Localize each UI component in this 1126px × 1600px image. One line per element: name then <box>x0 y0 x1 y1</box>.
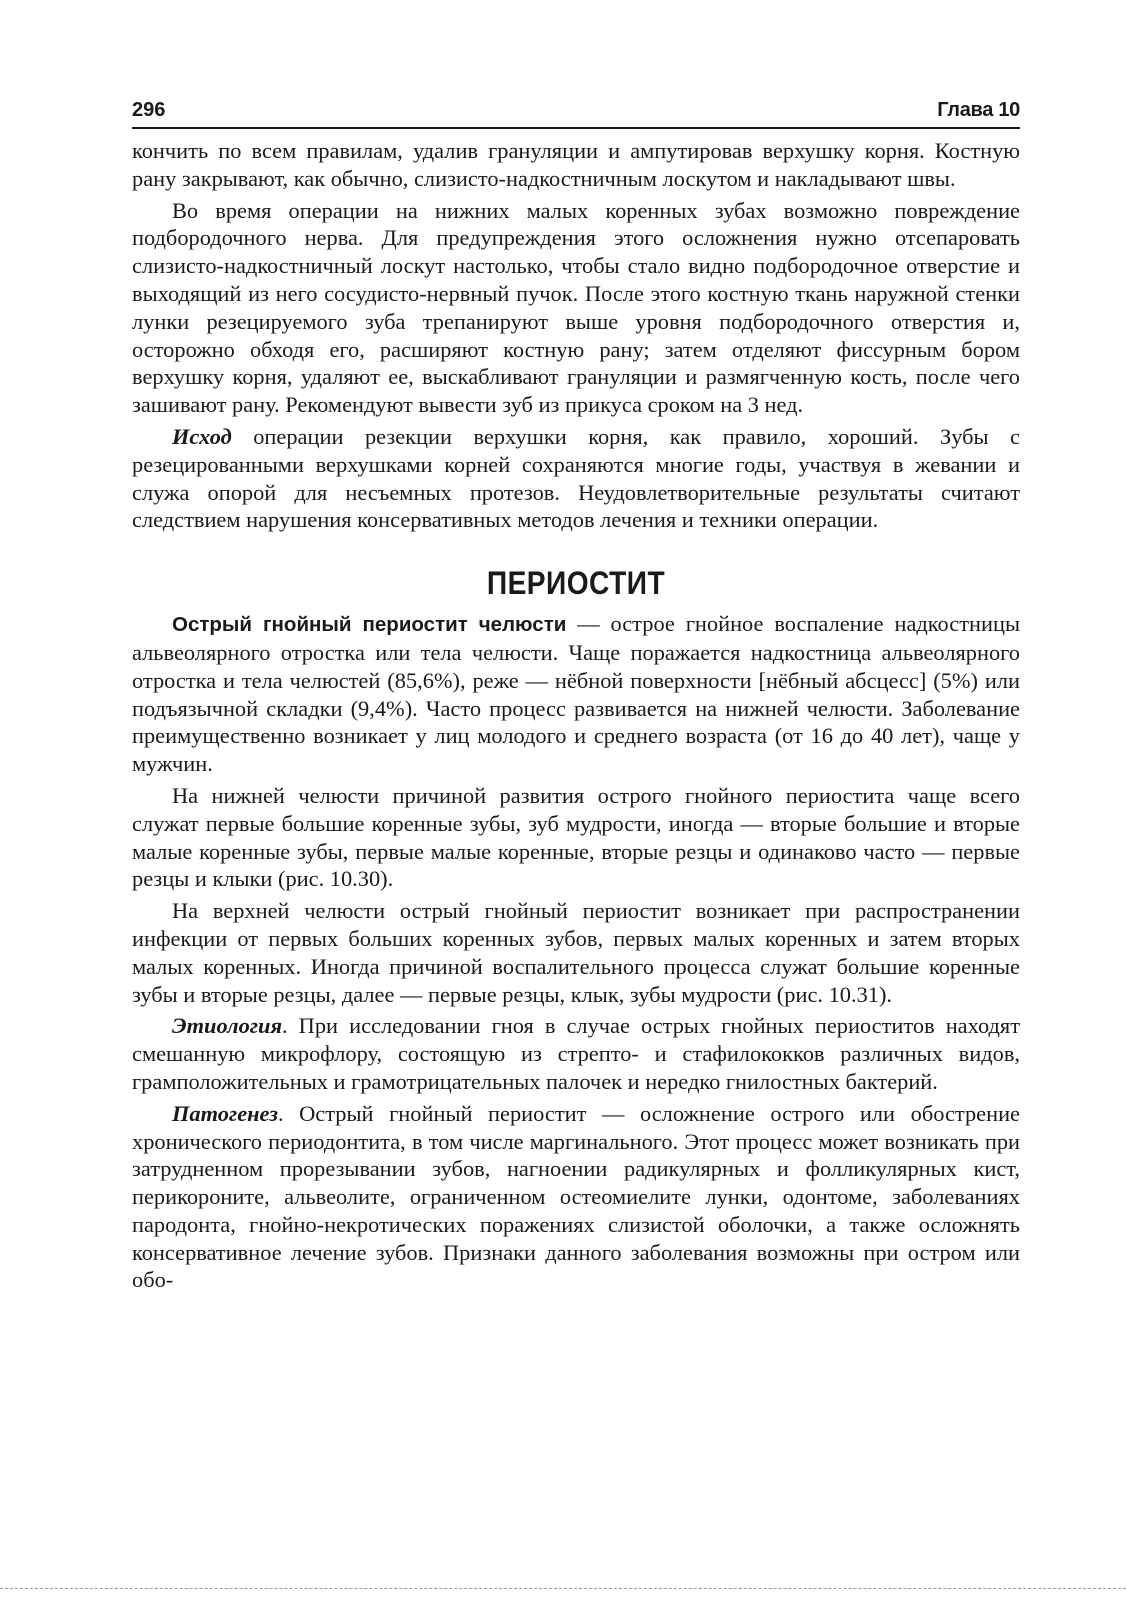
paragraph-pathogenesis <box>132 1100 1020 1295</box>
scan-edge-artifact <box>0 1588 1126 1593</box>
paragraph-continuation: кончить по всем правилам, удалив грануляции и ампутировав верхушку корня. Костную рану закрывают, как обычно, слизисто-надкостничным лоскутом и накладывают швы. <box>132 138 1020 191</box>
paragraph-etiology-text: . При исследовании гноя в случае острых гнойных периоститов находят смешанную микрофлору, состоящую из стрепто- и стафилококков различных видов, грамположительных и грамотрицательных палочек и нередко гнилостных бактерий. <box>132 1013 1020 1094</box>
paragraph-outcome <box>132 423 1020 534</box>
paragraph-pathogenesis-text: . Острый гнойный периостит — осложнение острого или обострение хронического периодонтита, в том числе маргинального. Этот процесс может возникать при затрудненном прорезывании зубов, нагноении радикулярных и фолликулярных кист, перикороните, альвеолите, ограниченном остеомиелите лунки, одонтоме, заболеваниях пародонта, гнойно-некротических поражениях слизистой оболочки, а также осложнять консервативное лечение зубов. Признаки данного заболевания возможны при остром или обо- <box>132 1100 1020 1293</box>
body-text <box>132 137 1020 1294</box>
chapter-label: Глава 10 <box>937 99 1020 121</box>
page-number: 296 <box>132 99 166 121</box>
paragraph-nerve-damage: Во время операции на нижних малых коренных зубах возможно повреждение подбородочного нерва. Для предупреждения этого осложнения нужно отсепаровать слизисто-надкостничный лоскут настолько, чтобы стало видно подбородочное отверстие и выходящий из него сосудисто-нервный пучок. После этого костную ткань наружной стенки лунки резецируемого зуба трепанируют выше уровня подбородочного отверстия и, осторожно обходя его, расширяют костную рану; затем отделяют фиссурным бором верхушку корня, удаляют ее, выскабливают грануляции и размягченную кость, после чего зашивают рану. Рекомендуют вывести зуб из прикуса сроком на 3 нед. <box>132 197 1020 418</box>
paragraph-definition <box>132 610 1020 778</box>
run-in-heading-etiology: Этиология <box>172 1013 283 1039</box>
paragraph-upper-jaw: На верхней челюсти острый гнойный периостит возникает при распространении инфекции от первых больших коренных зубов, первых малых коренных и затем вторых малых коренных. Иногда причиной воспалительного процесса служат большие коренные зубы и вторые резцы, далее — первые резцы, клык, зубы мудрости (рис. 10.31). <box>132 898 1020 1007</box>
section-title: ПЕРИОСТИТ <box>486 565 666 602</box>
defined-term: Острый гнойный периостит челюсти <box>172 613 567 637</box>
run-in-heading-pathogenesis: Патогенез <box>172 1100 278 1126</box>
run-in-heading-outcome: Исход <box>172 423 232 449</box>
paragraph-lower-jaw: На нижней челюсти причиной развития острого гнойного периостита чаще всего служат первые большие коренные зубы, зуб мудрости, иногда — вторые большие и вторые малые коренные зубы, первые малые коренные, вторые резцы и одинаково часто — первые резцы и клыки (рис. 10.30). <box>132 782 1020 892</box>
paragraph-outcome-text: операции резекции верхушки корня, как правило, хороший. Зубы с резецированными верхушками корней сохраняются многие годы, участвуя в жевании и служа опорой для несъемных протезов. Неудовлетворительные результаты считают следствием нарушения консервативных методов лечения и техники операции. <box>132 423 1020 533</box>
running-header <box>132 98 1020 129</box>
document-page <box>132 98 1020 1298</box>
paragraph-definition-text: — острое гнойное воспаление надкостницы альвеолярного отростка или тела челюсти. Чаще поражается надкостница альвеолярного отростка и тела челюстей (85,6%), реже — нёбной поверхности [нёбный абсцесс] (5%) или подъязычной складки (9,4%). Часто процесс развивается на нижней челюсти. Заболевание преимущественно возникает у лиц молодого и среднего возраста (от 16 до 40 лет), чаще у мужчин. <box>132 611 1020 777</box>
paragraph-etiology <box>132 1012 1020 1095</box>
